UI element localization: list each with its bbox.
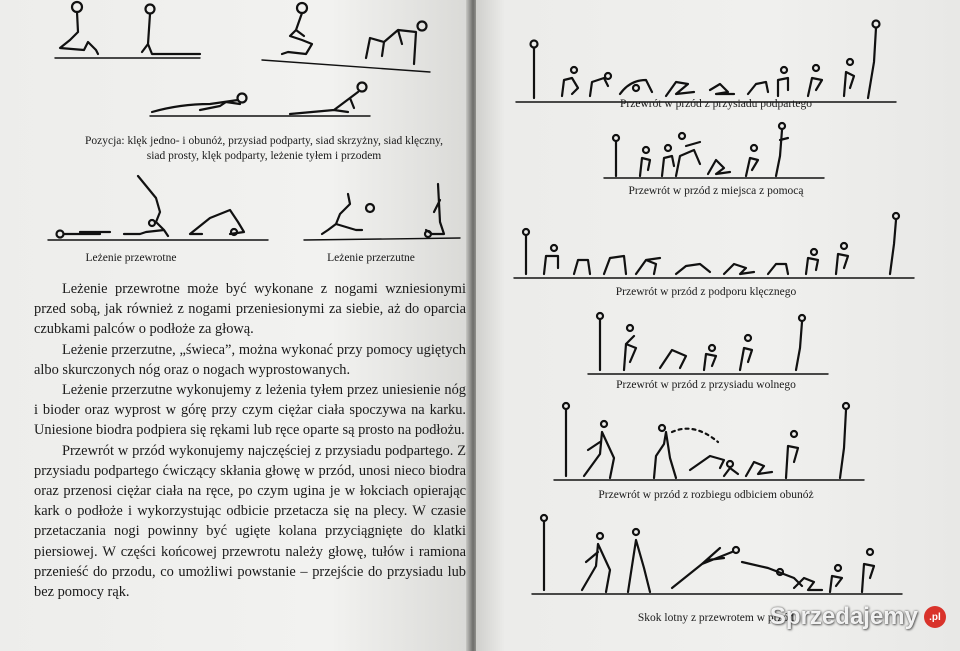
caption-text: Przewrót w przód z miejsca z pomocą	[628, 185, 804, 197]
sequence-2-caption	[586, 184, 846, 198]
sequence-5-caption	[576, 488, 836, 502]
sequence-1-caption	[586, 97, 846, 111]
left-page	[0, 0, 472, 651]
sequence-4-caption	[576, 378, 836, 392]
figure-2-caption-b	[286, 251, 456, 265]
sequence-5-illustration	[554, 398, 864, 484]
watermark	[770, 603, 946, 631]
caption-text: Przewrót w przód z przysiadu wolnego	[616, 379, 796, 391]
lying-positions-illustration	[40, 172, 460, 250]
watermark-badge-icon: .pl	[924, 606, 946, 628]
caption-text: Skok lotny z przewrotem w przód	[637, 612, 795, 624]
lezenie-przewrotne-caption: Leżenie przewrotne	[85, 252, 177, 264]
sequence-3-caption	[576, 285, 836, 299]
paragraph: Przewrót w przód wykonujemy najczęściej z przysiadu podpartego. Z przysiadu podpartego ćwiczący skłania głowę w przód, unosi nieco biodra oraz przenosi ciężar ciała na ręce, po czym ugina je w łokciach opierając kark o podłoże i wykorzystując odbicie przetacza się na plecy. W czasie przetaczania nogi powinny być ugięte kolana przyciągnięte do klatki piersiowej. W części końcowej przewrotu należy głowę, tułów i ramiona przenieść do przodu, co umożliwi powstanie – przejście do przysiadu lub bez pomocy rąk.	[34, 442, 466, 601]
sequence-6-illustration	[532, 512, 902, 598]
watermark-text: Sprzedajemy	[769, 603, 918, 630]
paragraph: Leżenie przewrotne może być wykonane z nogami wzniesionymi przed sobą, jak również z nogami przeniesionymi za siebie, aż do oparcia czubkami palców o podłoże za głową.	[34, 281, 466, 338]
position-figures-illustration	[50, 0, 450, 125]
sequence-4-illustration	[588, 304, 828, 378]
paragraph: Leżenie przerzutne wykonujemy z leżenia tyłem przez uniesienie nóg i bioder oraz wyprost w górę przy czym ciężar ciała spoczywa na karku. Uniesione biodra podpiera się rękami lub ręce oparte są prosto na podłożu.	[34, 382, 466, 439]
figure-1-caption-text: Pozycja: klęk jedno- i obunóż, przysiad podparty, siad skrzyżny, siad klęczny, siad prosty, klęk podparty, leżenie tyłem i przodem	[85, 135, 443, 162]
sequence-3-illustration	[514, 208, 914, 282]
lezenie-przerzutne-caption: Leżenie przerzutne	[327, 252, 415, 264]
sequence-1-illustration	[516, 18, 896, 108]
figure-1-caption	[78, 134, 450, 164]
sequence-2-illustration	[604, 120, 824, 182]
caption-text: Przewrót w przód z podporu klęcznego	[615, 286, 797, 298]
body-text	[34, 279, 466, 602]
right-page	[476, 0, 960, 651]
caption-text: Przewrót w przód z przysiadu podpartego	[620, 98, 812, 110]
figure-2-caption-a	[46, 251, 216, 265]
paragraph: Leżenie przerzutne, „świeca”, można wykonać przy pomocy ugiętych albo skurczonych nóg oraz o nogach wyprostowanych.	[34, 341, 466, 378]
caption-text: Przewrót w przód z rozbiegu odbiciem obunóż	[598, 489, 814, 501]
